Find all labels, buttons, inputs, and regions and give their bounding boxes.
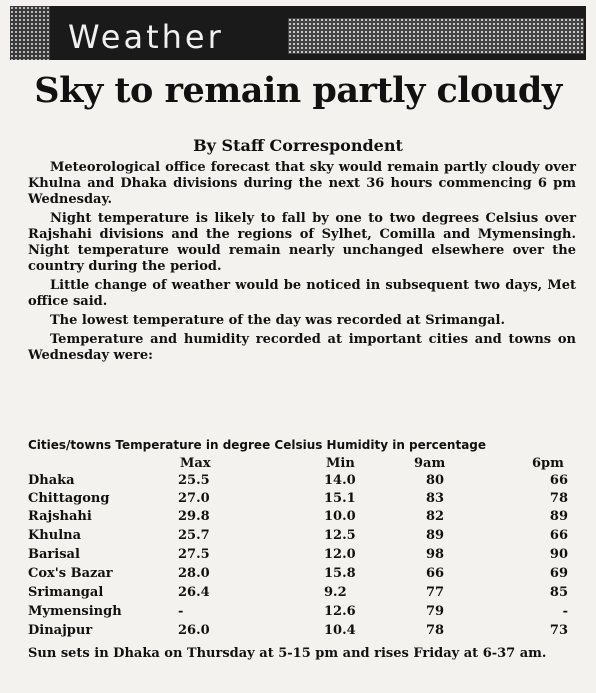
city-name: Cox's Bazar: [28, 566, 113, 581]
max-temp: 26.0: [178, 623, 210, 638]
section-label: Weather: [68, 18, 224, 56]
paragraph: Night temperature is likely to fall by one to two degrees Celsius over Rajshahi divisions and the regions of Sylhet, Comilla and Mymensingh. Night temperature would remain nearly unchanged elsewhere over the country during the period.: [28, 211, 576, 274]
humidity-6pm: 89: [549, 509, 568, 524]
humidity-6pm: 78: [549, 491, 568, 506]
min-temp: 14.0: [324, 473, 356, 488]
paragraph: The lowest temperature of the day was recorded at Srimangal.: [50, 313, 505, 328]
min-temp: 9.2: [324, 585, 347, 600]
column-header-9am: 9am: [414, 456, 446, 471]
max-temp: -: [178, 604, 184, 619]
humidity-6pm: 73: [549, 623, 568, 638]
city-name: Khulna: [28, 528, 82, 543]
table-row: [28, 603, 588, 620]
humidity-6pm: 90: [549, 547, 568, 562]
city-name: Dinajpur: [28, 623, 93, 638]
max-temp: 26.4: [178, 585, 210, 600]
humidity-6pm: 85: [549, 585, 568, 600]
table-row: [28, 508, 588, 525]
max-temp: 25.5: [178, 473, 210, 488]
city-name: Rajshahi: [28, 509, 92, 524]
table-row: [28, 472, 588, 489]
city-name: Mymensingh: [28, 604, 122, 619]
max-temp: 25.7: [178, 528, 210, 543]
city-name: Chittagong: [28, 491, 110, 506]
humidity-6pm: 66: [549, 473, 568, 488]
table-row: [28, 527, 588, 544]
table-row: [28, 546, 588, 563]
max-temp: 27.5: [178, 547, 210, 562]
min-temp: 12.0: [324, 547, 356, 562]
column-header-min: Min: [326, 456, 355, 471]
article-body: [28, 160, 576, 367]
max-temp: 28.0: [178, 566, 210, 581]
column-header-6pm: 6pm: [532, 456, 564, 471]
humidity-6pm: 66: [549, 528, 568, 543]
paragraph: Temperature and humidity recorded at important cities and towns on Wednesday were:: [28, 332, 576, 363]
table-row: [28, 622, 588, 639]
byline: By Staff Correspondent: [193, 136, 403, 155]
humidity-6pm: 69: [549, 566, 568, 581]
humidity-9am: 66: [426, 566, 445, 581]
min-temp: 12.6: [324, 604, 356, 619]
paragraph: Little change of weather would be noticed in subsequent two days, Met office said.: [28, 278, 576, 309]
table-row: [28, 490, 588, 507]
table-caption: Cities/towns Temperature in degree Celsius Humidity in percentage: [28, 438, 487, 452]
halftone-pattern-right: [288, 18, 584, 54]
min-temp: 10.4: [324, 623, 356, 638]
max-temp: 27.0: [178, 491, 210, 506]
section-masthead: [10, 6, 586, 60]
max-temp: 29.8: [178, 509, 210, 524]
humidity-9am: 89: [426, 528, 445, 543]
table-row: [28, 584, 588, 601]
humidity-9am: 79: [426, 604, 445, 619]
min-temp: 15.1: [324, 491, 356, 506]
sunset-sunrise-note: Sun sets in Dhaka on Thursday at 5-15 pm and rises Friday at 6-37 am.: [28, 646, 547, 661]
humidity-9am: 78: [426, 623, 445, 638]
table-row: [28, 565, 588, 582]
min-temp: 10.0: [324, 509, 356, 524]
city-name: Srimangal: [28, 585, 104, 600]
headline: Sky to remain partly cloudy: [34, 70, 562, 111]
humidity-6pm: -: [562, 604, 568, 619]
humidity-9am: 98: [426, 547, 445, 562]
humidity-9am: 83: [426, 491, 445, 506]
humidity-9am: 77: [426, 585, 445, 600]
column-header-max: Max: [180, 456, 211, 471]
city-name: Barisal: [28, 547, 80, 562]
paragraph: Meteorological office forecast that sky would remain partly cloudy over Khulna and Dhaka divisions during the next 36 hours commencing 6 pm Wednesday.: [28, 160, 576, 207]
humidity-9am: 82: [426, 509, 445, 524]
halftone-pattern-left: [10, 6, 50, 60]
city-name: Dhaka: [28, 473, 75, 488]
humidity-9am: 80: [426, 473, 445, 488]
min-temp: 12.5: [324, 528, 356, 543]
min-temp: 15.8: [324, 566, 356, 581]
